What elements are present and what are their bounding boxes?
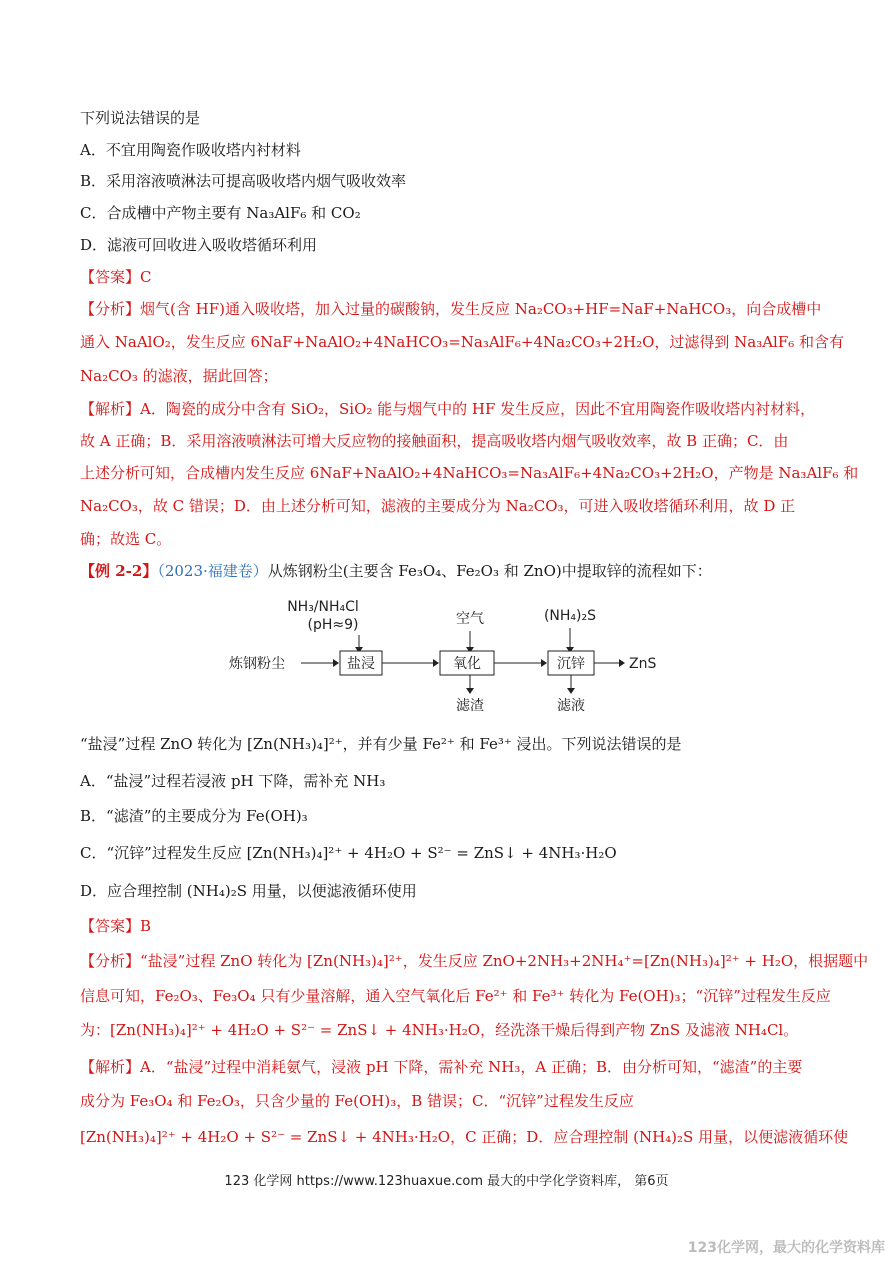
explain-text: A．陶瓷的成分中含有 SiO₂，SiO₂ 能与烟气中的 HF 发生反应，因此不宜用陶瓷作吸收塔内衬材料， [140, 400, 816, 418]
flow-start: 炼钢粉尘 [229, 656, 285, 672]
reagent1-line2: (pH≈9) [307, 617, 359, 633]
arrowhead-right-2 [433, 659, 439, 667]
out3-label: 滤液 [557, 698, 585, 714]
q2-option-a: A．“盐浸”过程若浸液 pH 下降，需补充 NH₃ [80, 772, 386, 790]
analysis-tag: 【分析】 [80, 300, 141, 318]
question2-stem: “盐浸”过程 ZnO 转化为 [Zn(NH₃)₄]²⁺，并有少量 Fe²⁺ 和 Fe³⁺ 浸出。下列说法错误的是 [80, 735, 682, 753]
example-intro: 从炼钢粉尘(主要含 Fe₃O₄、Fe₂O₃ 和 ZnO)中提取锌的流程如下： [267, 562, 712, 580]
example-header [80, 561, 813, 581]
q2-option-c: C．“沉锌”过程发生反应 [Zn(NH₃)₄]²⁺ + 4H₂O + S²⁻ = ZnS↓ + 4NH₃·H₂O [80, 844, 617, 862]
arrowhead-out-3 [567, 688, 575, 694]
q2-option-d: D．应合理控制 (NH₄)₂S 用量，以便滤液循环使用 [80, 882, 417, 900]
arrowhead-out-2 [466, 688, 474, 694]
flow-diagram [225, 595, 685, 720]
q2-analysis-line-1 [80, 951, 869, 971]
q2-answer-value: B [140, 917, 152, 935]
arrowhead-right-1 [333, 659, 339, 667]
q2-analysis-tag: 【分析】 [80, 952, 141, 970]
q2-analysis-text: “盐浸”过程 ZnO 转化为 [Zn(NH₃)₄]²⁺，发生反应 ZnO+2NH₃+2NH₄⁺=[Zn(NH₃)₄]²⁺ + H₂O，根据题中 [140, 952, 869, 970]
analysis-line-2: 通入 NaAlO₂，发生反应 6NaF+NaAlO₂+4NaHCO₃=Na₃AlF₆+4Na₂CO₃+2H₂O，过滤得到 Na₃AlF₆ 和含有 [80, 333, 845, 351]
q2-explain-text: A．“盐浸”过程中消耗氨气，浸液 pH 下降，需补充 NH₃，A 正确；B．由分析可知，“滤渣”的主要 [140, 1058, 803, 1076]
arrowhead-right-4 [619, 659, 625, 667]
watermark: 123化学网，最大的化学资料库 [687, 1240, 885, 1256]
explain-line-1 [80, 399, 816, 419]
example-tag: 【例 2-2】 [80, 562, 158, 580]
question-stem: 下列说法错误的是 [80, 109, 201, 127]
reagent2: 空气 [456, 611, 484, 627]
flow-product: ZnS [629, 656, 657, 672]
answer-value: C [140, 268, 152, 286]
option-b: B．采用溶液喷淋法可提高吸收塔内烟气吸收效率 [80, 172, 407, 190]
q2-explain-line-1 [80, 1057, 813, 1077]
explain-line-3: 上述分析可知，合成槽内发生反应 6NaF+NaAlO₂+4NaHCO₃=Na₃AlF₆+4Na₂CO₃+2H₂O，产物是 Na₃AlF₆ 和 [80, 464, 859, 482]
reagent1-line1: NH₃/NH₄Cl [287, 599, 359, 615]
explain-line-4: Na₂CO₃，故 C 错误；D．由上述分析可知，滤液的主要成分为 Na₂CO₃，可进入吸收塔循环利用，故 D 正 [80, 497, 796, 515]
q2-explain-line-3: [Zn(NH₃)₄]²⁺ + 4H₂O + S²⁻ = ZnS↓ + 4NH₃·H₂O，C 正确；D．应合理控制 (NH₄)₂S 用量，以便滤液循环使 [80, 1128, 849, 1146]
q2-analysis-line-2: 信息可知，Fe₂O₃、Fe₃O₄ 只有少量溶解，通入空气氧化后 Fe²⁺ 和 Fe³⁺ 转化为 Fe(OH)₃；“沉锌”过程发生反应 [80, 987, 831, 1005]
explain-line-5: 确；故选 C。 [80, 530, 172, 548]
analysis-line-3: Na₂CO₃ 的滤液，据此回答； [80, 367, 278, 385]
q2-option-b: B．“滤渣”的主要成分为 Fe(OH)₃ [80, 807, 308, 825]
q2-analysis-line-3: 为：[Zn(NH₃)₄]²⁺ + 4H₂O + S²⁻ = ZnS↓ + 4NH₃·H₂O，经洗涤干燥后得到产物 ZnS 及滤液 NH₄Cl。 [80, 1021, 799, 1039]
option-d: D．滤液可回收进入吸收塔循环利用 [80, 236, 318, 254]
option-a: A．不宜用陶瓷作吸收塔内衬材料 [80, 141, 301, 159]
step1-label: 盐浸 [347, 656, 375, 672]
step2-label: 氧化 [453, 656, 481, 672]
q2-answer-tag: 【答案】 [80, 917, 141, 935]
analysis-line-1 [80, 299, 822, 319]
example-source: （2023·福建卷） [157, 562, 268, 580]
explain-line-2: 故 A 正确；B．采用溶液喷淋法可增大反应物的接触面积，提高吸收塔内烟气吸收效率，故 B 正确；C．由 [80, 432, 789, 450]
arrowhead-right-3 [541, 659, 547, 667]
out2-label: 滤渣 [456, 698, 484, 714]
q2-explain-tag: 【解析】 [80, 1058, 141, 1076]
analysis-text: 烟气(含 HF)通入吸收塔，加入过量的碳酸钠，发生反应 Na₂CO₃+HF=NaF+NaHCO₃，向合成槽中 [140, 300, 822, 318]
answer-tag: 【答案】 [80, 268, 141, 286]
step3-label: 沉锌 [557, 656, 585, 672]
q2-answer-line [80, 916, 813, 936]
reagent3: (NH₄)₂S [543, 608, 597, 624]
option-c: C．合成槽中产物主要有 Na₃AlF₆ 和 CO₂ [80, 204, 361, 222]
answer-line [80, 267, 813, 287]
page-footer: 123 化学网 https://www.123huaxue.com 最大的中学化学资料库， 第6页 [224, 1174, 669, 1189]
explain-tag: 【解析】 [80, 400, 141, 418]
q2-explain-line-2: 成分为 Fe₃O₄ 和 Fe₂O₃，只含少量的 Fe(OH)₃，B 错误；C．“沉锌”过程发生反应 [80, 1092, 634, 1110]
